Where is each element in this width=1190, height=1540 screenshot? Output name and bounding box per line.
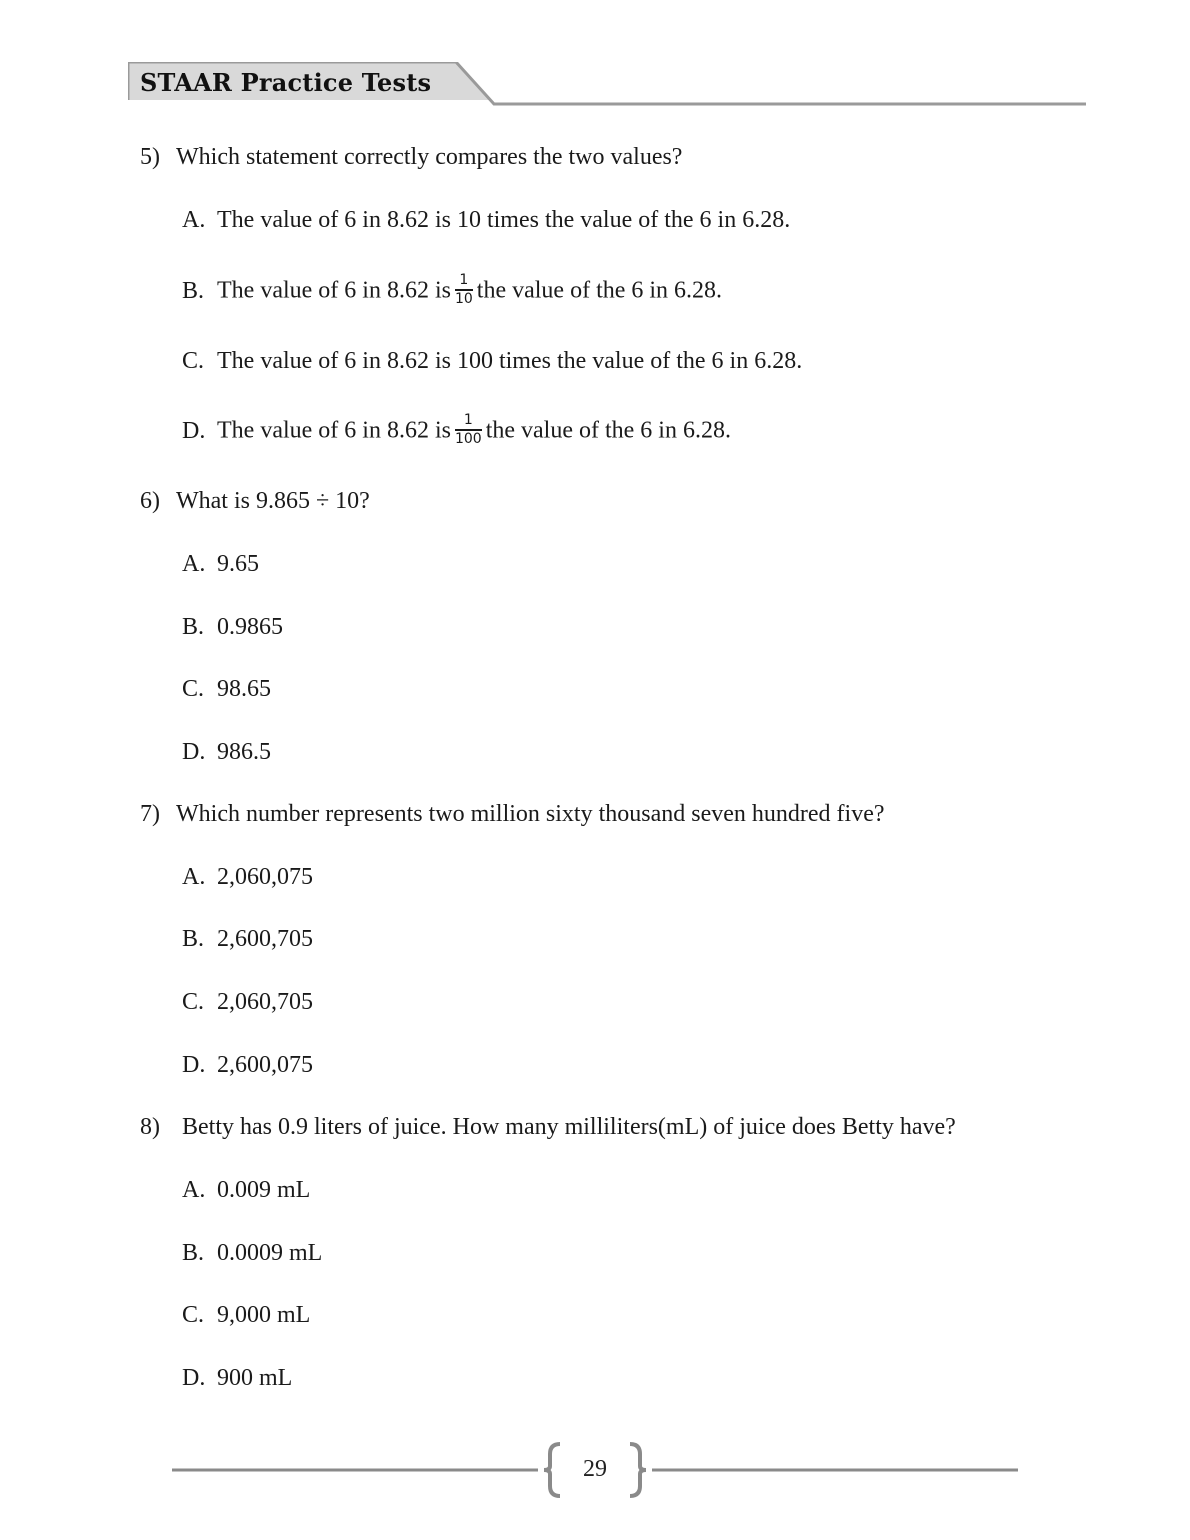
option-text: 2,060,705 (217, 989, 313, 1015)
option-text: 9,000 mL (217, 1302, 311, 1328)
option-8a[interactable] (182, 1175, 310, 1205)
option-text-before: The value of 6 in 8.62 is (217, 417, 451, 444)
question-number: 5) (140, 144, 160, 170)
option-7b[interactable] (182, 924, 313, 954)
option-letter: C. (182, 676, 205, 702)
option-text: 98.65 (217, 676, 271, 702)
option-6c[interactable] (182, 674, 271, 704)
option-letter: C. (182, 989, 205, 1015)
option-letter: A. (182, 864, 206, 890)
header-banner (128, 62, 1086, 108)
option-5c[interactable] (182, 346, 802, 376)
question-text: Betty has 0.9 liters of juice. How many milliliters(mL) of juice does Betty have? (182, 1114, 956, 1140)
page-number: 29 (583, 1456, 607, 1482)
option-letter: C. (182, 1302, 205, 1328)
option-letter: D. (182, 417, 206, 444)
option-text-after: the value of the 6 in 6.28. (485, 417, 731, 444)
fraction-numerator: 1 (455, 273, 473, 291)
question-8 (140, 1112, 956, 1142)
option-text: 986.5 (217, 739, 271, 765)
question-6 (140, 486, 370, 516)
option-5b[interactable] (182, 272, 723, 309)
question-number: 6) (140, 488, 160, 514)
option-letter: A. (182, 207, 206, 233)
option-text: 9.65 (217, 551, 259, 577)
question-text: What is 9.865 ÷ 10? (176, 488, 370, 514)
option-letter: B. (182, 277, 205, 304)
option-8c[interactable] (182, 1300, 310, 1330)
option-letter: B. (182, 926, 205, 952)
option-text: 0.0009 mL (217, 1240, 323, 1266)
option-letter: D. (182, 1052, 206, 1078)
question-text: Which number represents two million sixty thousand seven hundred five? (176, 801, 885, 827)
option-text: The value of 6 in 8.62 is 10 times the value of the 6 in 6.28. (217, 207, 791, 233)
option-6b[interactable] (182, 612, 283, 642)
question-number: 7) (140, 801, 160, 827)
option-8d[interactable] (182, 1363, 292, 1393)
fraction-denominator: 10 (454, 291, 473, 307)
option-7d[interactable] (182, 1050, 313, 1080)
option-6d[interactable] (182, 737, 271, 767)
header-title: STAAR Practice Tests (140, 68, 432, 97)
page-footer (0, 1440, 1190, 1510)
option-text: 900 mL (217, 1365, 293, 1391)
question-number: 8) (140, 1114, 160, 1140)
option-6a[interactable] (182, 549, 259, 579)
option-text: The value of 6 in 8.62 is 100 times the value of the 6 in 6.28. (217, 348, 803, 374)
option-text-after: the value of the 6 in 6.28. (476, 277, 723, 304)
fraction-numerator: 1 (455, 413, 482, 431)
option-text: 2,600,705 (217, 926, 313, 952)
option-text: 2,060,075 (217, 864, 313, 890)
option-letter: A. (182, 551, 206, 577)
option-8b[interactable] (182, 1238, 322, 1268)
option-text: 0.009 mL (217, 1177, 311, 1203)
option-letter: A. (182, 1177, 206, 1203)
option-7c[interactable] (182, 987, 313, 1017)
option-7a[interactable] (182, 862, 313, 892)
option-text: 0.9865 (217, 614, 283, 640)
option-letter: D. (182, 1365, 206, 1391)
option-letter: D. (182, 739, 206, 765)
question-7 (140, 799, 885, 829)
fraction (455, 413, 482, 447)
option-5a[interactable] (182, 205, 790, 235)
question-text: Which statement correctly compares the two values? (176, 144, 683, 170)
fraction-denominator: 100 (454, 431, 482, 447)
option-5d[interactable] (182, 412, 731, 449)
option-text: 2,600,075 (217, 1052, 313, 1078)
option-letter: C. (182, 348, 205, 374)
option-letter: B. (182, 614, 205, 640)
option-letter: B. (182, 1240, 205, 1266)
question-5 (140, 142, 682, 172)
option-text-before: The value of 6 in 8.62 is (217, 277, 451, 304)
fraction (455, 273, 473, 307)
